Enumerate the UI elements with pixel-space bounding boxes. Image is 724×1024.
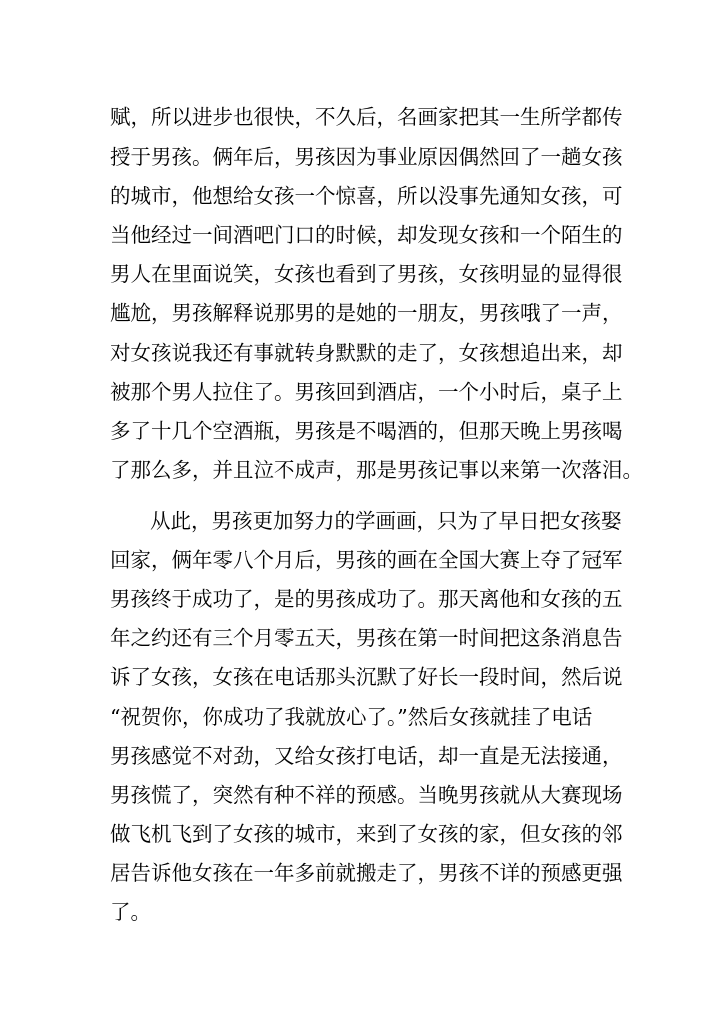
text-line: 对女孩说我还有事就转身默默的走了，女孩想追出来，却	[110, 341, 623, 365]
text-line: 了。	[110, 900, 151, 924]
text-line: 男孩终于成功了，是的男孩成功了。那天离他和女孩的五	[110, 587, 623, 611]
text-line: 居告诉他女孩在一年多前就搬走了，男孩不详的预感更强	[110, 861, 623, 885]
text-line: 被那个男人拉住了。男孩回到酒店，一个小时后，桌子上	[110, 380, 623, 404]
text-line: 多了十几个空酒瓶，男孩是不喝酒的，但那天晚上男孩喝	[110, 419, 623, 443]
text-line: 的城市，他想给女孩一个惊喜，所以没事先通知女孩，可	[110, 184, 623, 208]
text-line: 尴尬，男孩解释说那男的是她的一朋友，男孩哦了一声，	[110, 301, 623, 325]
text-line: 当他经过一间酒吧门口的时候，却发现女孩和一个陌生的	[110, 223, 623, 247]
text-line: 做飞机飞到了女孩的城市，来到了女孩的家，但女孩的邻	[110, 822, 623, 846]
text-line: 诉了女孩，女孩在电话那头沉默了好长一段时间，然后说	[110, 665, 623, 689]
text-line: 授于男孩。俩年后，男孩因为事业原因偶然回了一趟女孩	[110, 145, 623, 169]
text-line: 了那么多，并且泣不成声，那是男孩记事以来第一次落泪。	[110, 458, 643, 482]
text-line: 男孩感觉不对劲，又给女孩打电话，却一直是无法接通，	[110, 744, 623, 768]
text-line: “祝贺你，你成功了我就放心了。”然后女孩就挂了电话	[110, 705, 593, 729]
text-line: 男人在里面说笑，女孩也看到了男孩，女孩明显的显得很	[110, 262, 623, 286]
text-line: 从此，男孩更加努力的学画画，只为了早日把女孩娶	[150, 509, 622, 533]
text-line: 赋，所以进步也很快，不久后，名画家把其一生所学都传	[110, 105, 623, 129]
text-line: 年之约还有三个月零五天，男孩在第一时间把这条消息告	[110, 626, 623, 650]
text-line: 男孩慌了，突然有种不祥的预感。当晚男孩就从大赛现场	[110, 783, 623, 807]
text-line: 回家，俩年零八个月后，男孩的画在全国大赛上夺了冠军	[110, 548, 623, 572]
